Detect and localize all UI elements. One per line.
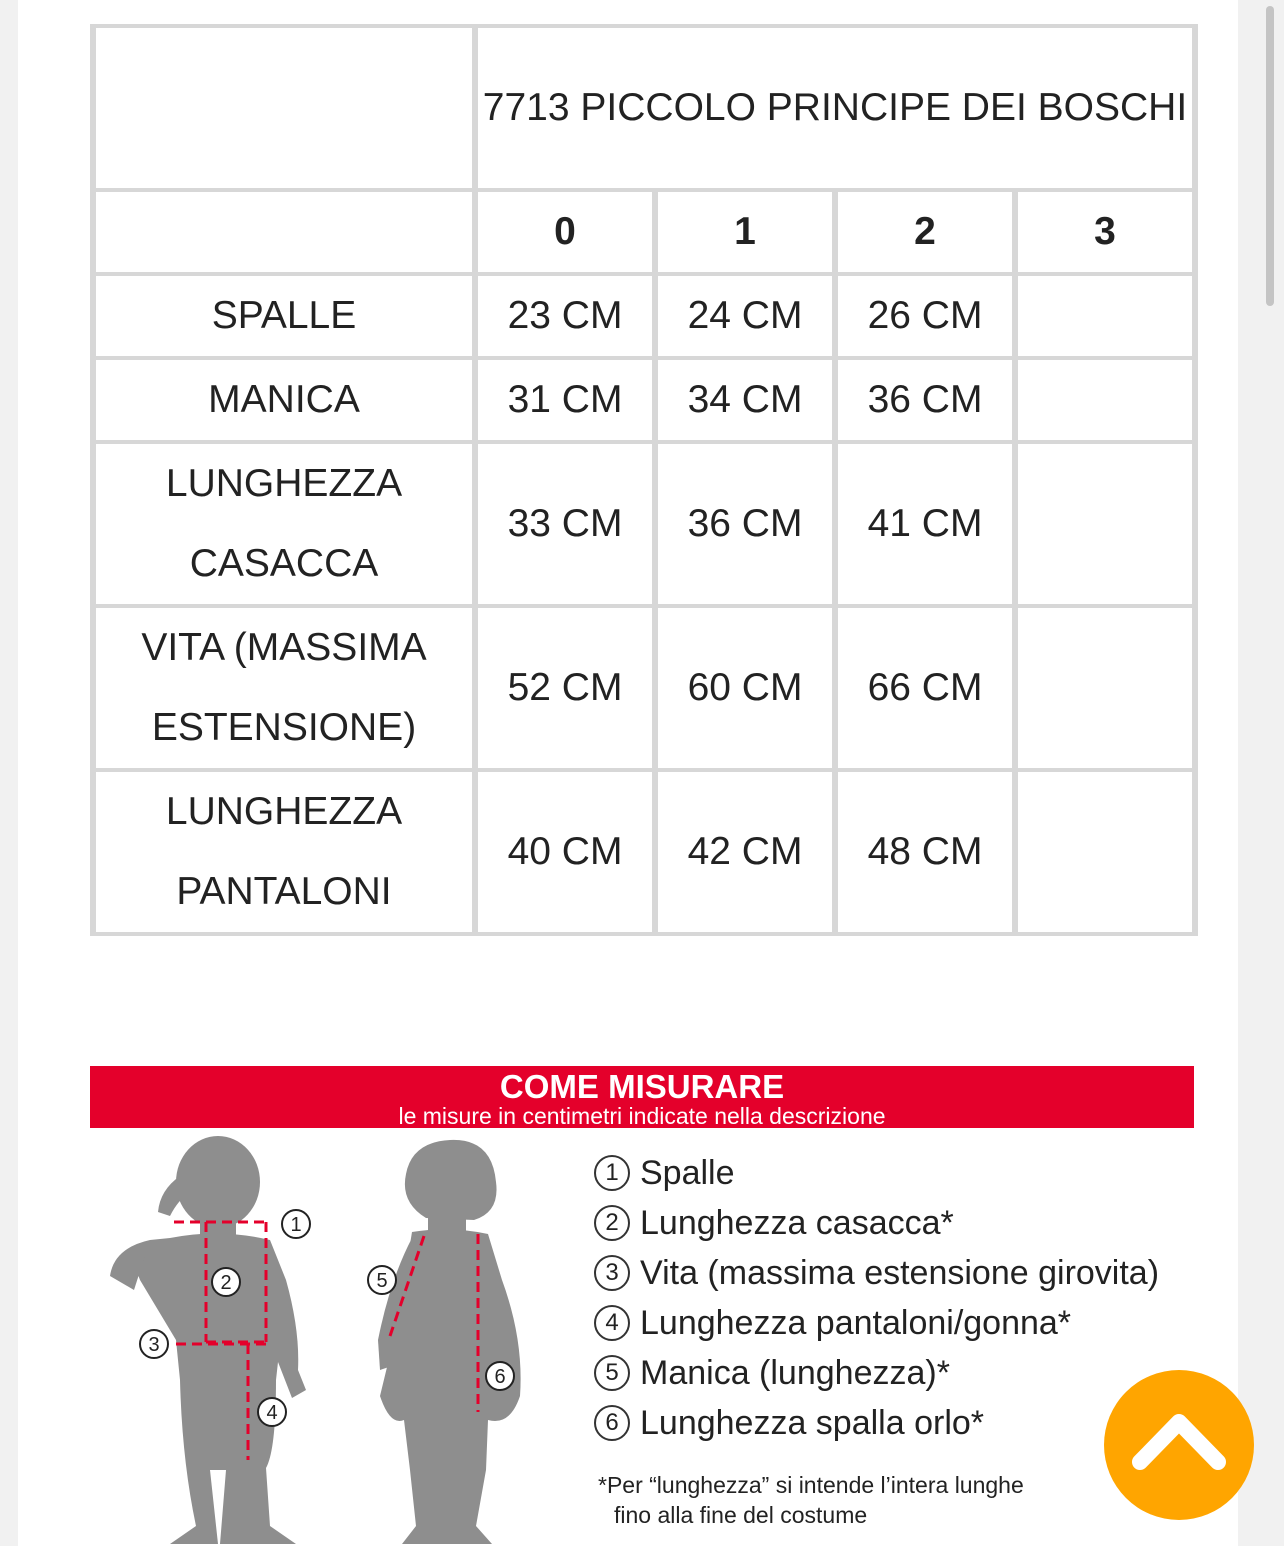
measurement-figures xyxy=(100,1130,580,1546)
marker-1: 1 xyxy=(290,1214,302,1236)
legend-number: 6 xyxy=(594,1405,630,1441)
legend-number: 3 xyxy=(594,1255,630,1291)
unavailable-cell xyxy=(1018,772,1192,932)
legend-label: Manica (lunghezza)* xyxy=(640,1354,950,1392)
child-girl-figure xyxy=(378,1140,521,1544)
measure-cell: 23 CM xyxy=(478,276,652,356)
size-table xyxy=(90,24,1198,936)
row-label: VITA (MASSIMA ESTENSIONE) xyxy=(96,608,472,768)
empty-header-cell xyxy=(96,192,472,272)
measure-cell: 36 CM xyxy=(838,360,1012,440)
table-row xyxy=(96,444,1192,604)
measure-footnote xyxy=(598,1470,1158,1530)
legend-item xyxy=(594,1298,1214,1348)
legend-label: Lunghezza spalla orlo* xyxy=(640,1404,985,1442)
measure-cell: 34 CM xyxy=(658,360,832,440)
measure-cell: 48 CM xyxy=(838,772,1012,932)
size-header: 0 xyxy=(478,192,652,272)
banner-subtitle: le misure in centimetri indicate nella descrizione xyxy=(398,1103,886,1129)
measure-cell: 36 CM xyxy=(658,444,832,604)
legend-number: 5 xyxy=(594,1355,630,1391)
product-title: 7713 PICCOLO PRINCIPE DEI BOSCHI xyxy=(478,28,1192,188)
child-boy-figure xyxy=(110,1136,306,1544)
legend-number: 4 xyxy=(594,1305,630,1341)
legend-number: 2 xyxy=(594,1205,630,1241)
scroll-to-top-button[interactable] xyxy=(1104,1370,1254,1520)
scrollbar-thumb[interactable] xyxy=(1266,6,1274,306)
size-header: 1 xyxy=(658,192,832,272)
measure-cell: 52 CM xyxy=(478,608,652,768)
table-title-row xyxy=(96,28,1192,188)
marker-3: 3 xyxy=(148,1334,160,1356)
measure-cell: 60 CM xyxy=(658,608,832,768)
unavailable-cell xyxy=(1018,360,1192,440)
legend-label: Spalle xyxy=(640,1154,735,1192)
measure-cell: 24 CM xyxy=(658,276,832,356)
table-row xyxy=(96,608,1192,768)
measure-cell: 41 CM xyxy=(838,444,1012,604)
row-label: SPALLE xyxy=(96,276,472,356)
table-row xyxy=(96,276,1192,356)
marker-2: 2 xyxy=(220,1272,232,1294)
measure-cell: 26 CM xyxy=(838,276,1012,356)
unavailable-cell xyxy=(1018,608,1192,768)
legend-item xyxy=(594,1198,1214,1248)
row-label: LUNGHEZZA CASACCA xyxy=(96,444,472,604)
measure-cell: 66 CM xyxy=(838,608,1012,768)
measure-cell: 31 CM xyxy=(478,360,652,440)
legend-label: Vita (massima estensione girovita) xyxy=(640,1254,1160,1292)
measure-cell: 42 CM xyxy=(658,772,832,932)
measure-cell: 33 CM xyxy=(478,444,652,604)
legend-item xyxy=(594,1148,1214,1198)
size-header-row xyxy=(96,192,1192,272)
footnote-line: *Per “lunghezza” si intende l’intera lunghe xyxy=(598,1472,1024,1498)
table-row xyxy=(96,772,1192,932)
legend-label: Lunghezza casacca* xyxy=(640,1204,954,1242)
measure-cell: 40 CM xyxy=(478,772,652,932)
legend-label: Lunghezza pantaloni/gonna* xyxy=(640,1304,1072,1342)
empty-corner-cell xyxy=(96,28,472,188)
banner-title: COME MISURARE xyxy=(499,1068,785,1105)
unavailable-cell xyxy=(1018,276,1192,356)
row-label: MANICA xyxy=(96,360,472,440)
legend-item xyxy=(594,1248,1214,1298)
size-header: 3 xyxy=(1018,192,1192,272)
marker-6: 6 xyxy=(494,1366,506,1388)
size-header: 2 xyxy=(838,192,1012,272)
measure-guide-banner xyxy=(90,1066,1194,1128)
footnote-line: fino alla fine del costume xyxy=(614,1502,868,1528)
marker-4: 4 xyxy=(266,1402,278,1424)
marker-5: 5 xyxy=(376,1270,388,1292)
legend-number: 1 xyxy=(594,1155,630,1191)
chevron-up-icon xyxy=(1104,1370,1254,1520)
unavailable-cell xyxy=(1018,444,1192,604)
row-label: LUNGHEZZA PANTALONI xyxy=(96,772,472,932)
table-row xyxy=(96,360,1192,440)
